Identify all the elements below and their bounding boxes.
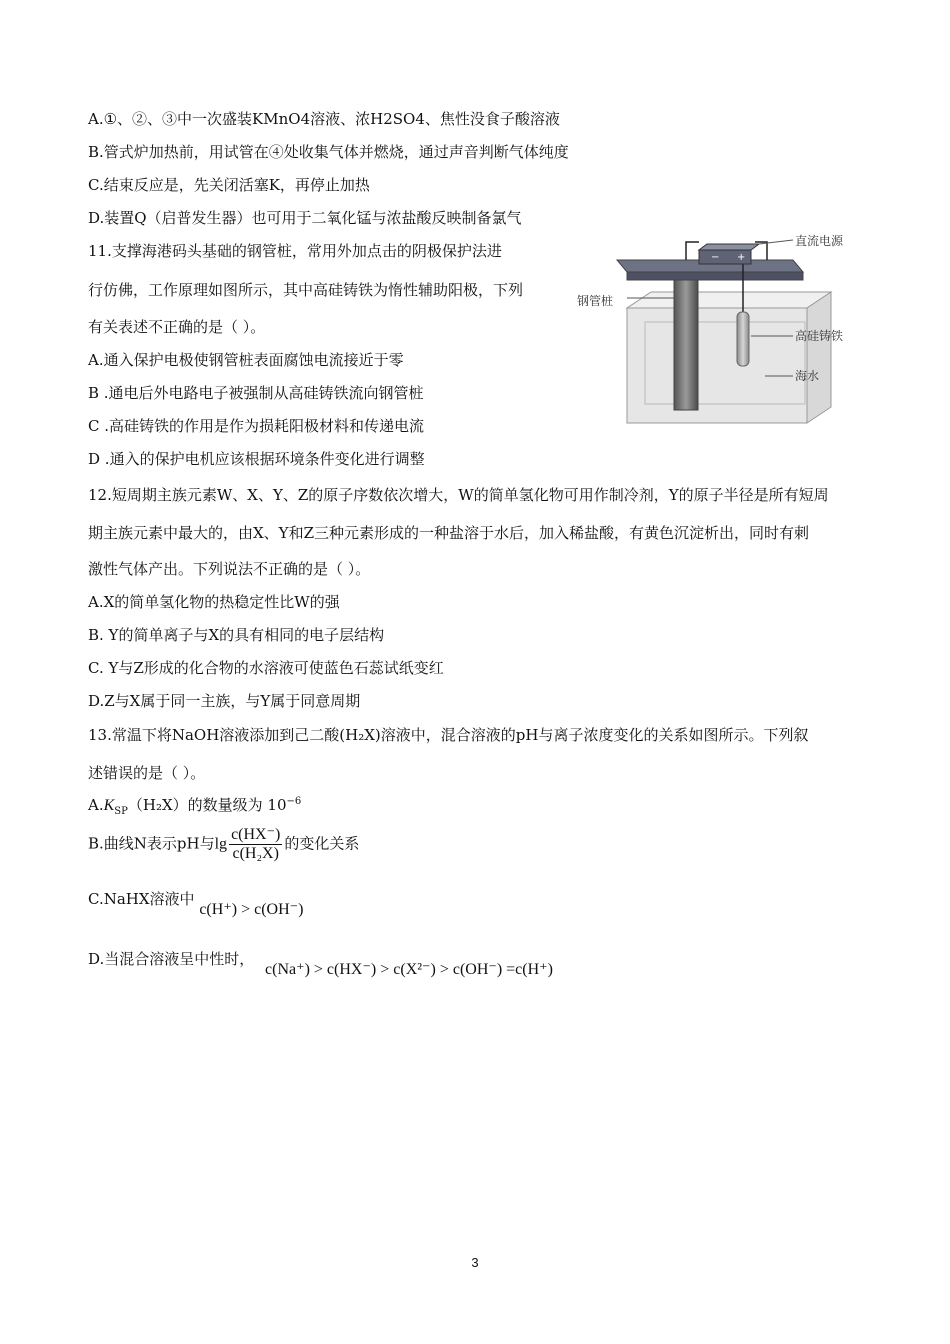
q10-option-d: D.装置Q（启普发生器）也可用于二氧化锰与浓盐酸反映制备氯气 — [88, 209, 522, 227]
q12-option-d: D.Z与X属于同一主族，与Y属于同意周期 — [88, 692, 361, 710]
steel-pile-label: 钢管桩 — [577, 294, 614, 308]
steel-pile — [674, 280, 698, 410]
dc-power-label: 直流电源 — [795, 234, 844, 248]
dc-power-source — [699, 244, 759, 264]
q12-stem-line1: 12.短周期主族元素W、X、Y、Z的原子序数依次增大，W的简单氢化物可用作制冷剂，Y的原子半径是所有短周 — [88, 486, 829, 504]
page-number: 3 — [471, 1255, 479, 1270]
q11-option-a: A.通入保护电极使钢管桩表面腐蚀电流接近于零 — [88, 351, 404, 369]
seawater-label: 海水 — [795, 369, 820, 383]
q11-option-b: B .通电后外电路电子被强制从高硅铸铁流向钢管桩 — [88, 384, 424, 402]
q12-option-b: B. Y的简单离子与X的具有相同的电子层结构 — [88, 626, 385, 644]
q11-stem-line3: 有关表述不正确的是（ ）。 — [88, 318, 266, 336]
svg-text:−: − — [711, 252, 720, 263]
q13-option-c: C.NaHX溶液中 c(H⁺) > c(OH⁻) — [88, 890, 304, 918]
high-silicon-iron-anode — [737, 312, 749, 366]
anode-label: 高硅铸铁 — [795, 329, 844, 343]
q11-stem-line1: 11.支撑海港码头基础的钢管桩，常用外加点击的阴极保护法进 — [88, 242, 502, 260]
svg-text:+: + — [737, 252, 746, 263]
cathodic-protection-diagram — [575, 230, 875, 430]
q12-stem-line2: 期主族元素中最大的，由X、Y和Z三种元素形成的一种盐溶于水后，加入稀盐酸，有黄色沉淀析出，同时有刺 — [88, 524, 810, 542]
q10-option-c: C.结束反应是，先关闭活塞K，再停止加热 — [88, 176, 370, 194]
q12-stem-line3: 激性气体产出。下列说法不正确的是（ ）。 — [88, 560, 371, 578]
q12-option-a: A.X的简单氢化物的热稳定性比W的强 — [88, 593, 340, 611]
q13-option-a: $A.K_{SP}(H_2X)$的数量级为 $10^{-6}$ — [88, 796, 302, 817]
q11-option-d: D .通入的保护电机应该根据环境条件变化进行调整 — [88, 450, 425, 468]
q13-stem-line1: 13.常温下将NaOH溶液添加到己二酸(H₂X)溶液中，混合溶液的pH与离子浓度变化的关系如图所示。下列叙 — [88, 726, 809, 744]
hx-over-h2x-fraction: $\frac{c(HX^-)}{\text{c(H₂X)}}$ — [231, 826, 281, 862]
q13-option-b: B.曲线N表示pH与lg $\frac{c(HX^-)}{\text{c(H₂X)}}$ 的变化关系 — [88, 826, 360, 862]
q13-option-d: D.当混合溶液呈中性时， c(Na⁺) > c(HX⁻) > c(X²⁻) > c(OH⁻) =c(H⁺) — [88, 950, 553, 978]
q13-stem-line2: 述错误的是（ ）。 — [88, 764, 206, 782]
q11-option-c: C .高硅铸铁的作用是作为损耗阳极材料和传递电流 — [88, 417, 425, 435]
q10-option-b: B.管式炉加热前，用试管在④处收集气体并燃烧，通过声音判断气体纯度 — [88, 143, 569, 161]
q11-stem-line2: 行仿佛，工作原理如图所示，其中高硅铸铁为惰性辅助阳极，下列 — [88, 281, 524, 299]
seawater-tank — [627, 292, 831, 423]
q12-option-c: C. Y与Z形成的化合物的水溶液可使蓝色石蕊试纸变红 — [88, 659, 444, 677]
q10-option-a: A.①、②、③中一次盛装KMnO4溶液、浓H2SO4、焦性没食子酸溶液 — [88, 110, 560, 128]
